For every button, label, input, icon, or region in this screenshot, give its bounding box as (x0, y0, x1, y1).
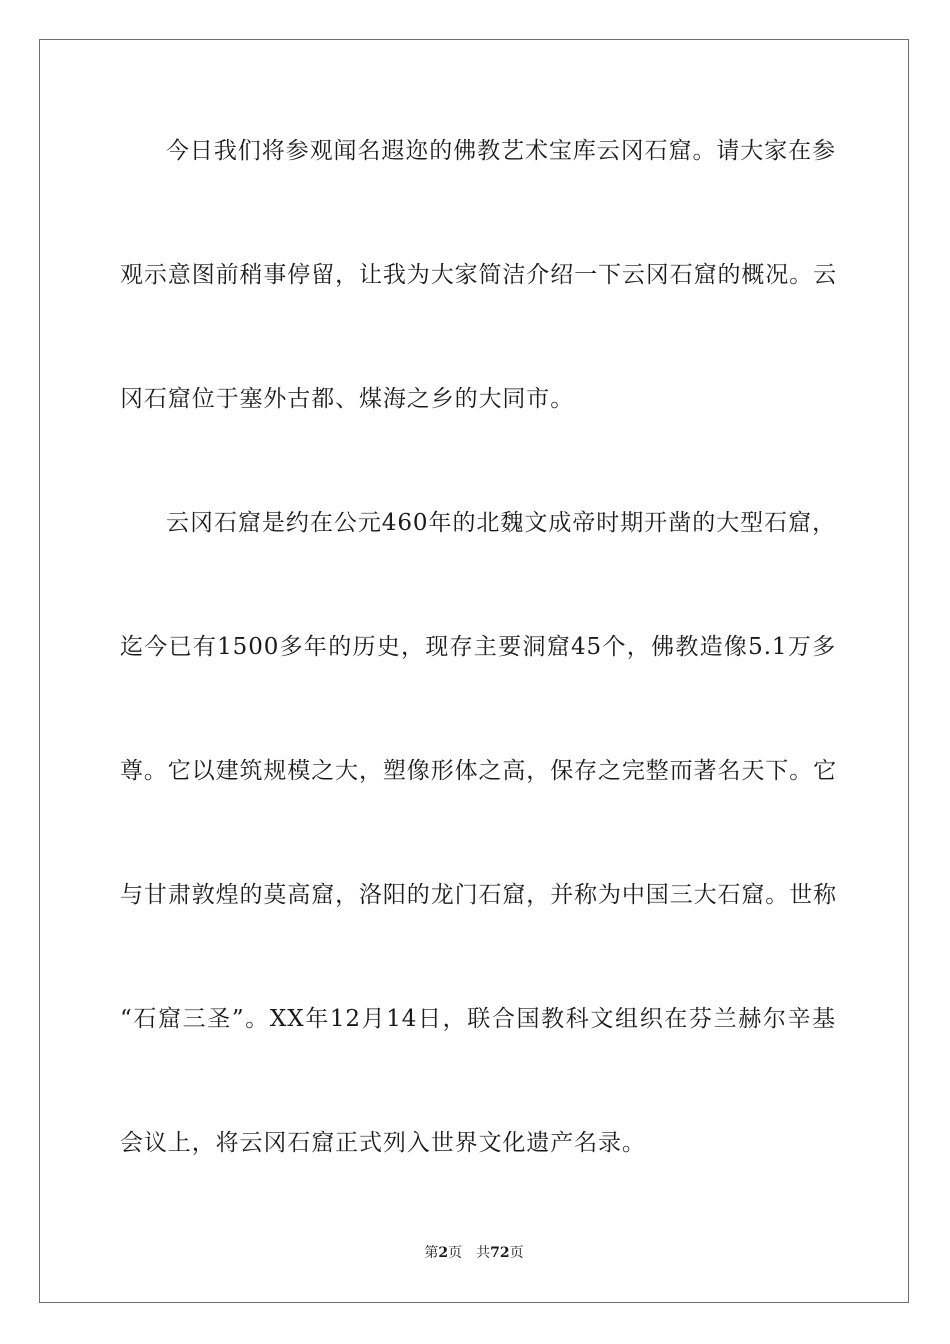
total-suffix: 页 (509, 1245, 524, 1261)
paragraph-2-line-3: 尊。它以建筑规模之大，塑像形体之高，保存之完整而著名天下。它 (120, 758, 837, 784)
paragraph-1-line-2: 观示意图前稍事停留，让我为大家简洁介绍一下云冈石窟的概况。云 (120, 262, 837, 288)
page-prefix: 第 (424, 1245, 439, 1261)
paragraph-1-line-3: 冈石窟位于塞外古都、煤海之乡的大同市。 (120, 386, 575, 412)
paragraph-2-line-4: 与甘肃敦煌的莫高窟，洛阳的龙门石窟，并称为中国三大石窟。世称 (120, 882, 837, 908)
total-pages: 72 (490, 1245, 510, 1261)
page-suffix: 页 (448, 1245, 463, 1261)
paragraph-2-line-5: “石窟三圣”。XX年12月14日，联合国教科文组织在芬兰赫尔辛基 (120, 1006, 836, 1032)
total-prefix: 共 (476, 1245, 491, 1261)
paragraph-2-line-1: 云冈石窟是约在公元460年的北魏文成帝时期开凿的大型石窟， (166, 510, 836, 536)
document-page (39, 39, 909, 1303)
page-footer (40, 1242, 908, 1262)
paragraph-2-line-2: 迄今已有1500多年的历史，现存主要洞窟45个，佛教造像5.1万多 (120, 634, 836, 660)
page-number: 2 (438, 1245, 449, 1261)
paragraph-2-line-6: 会议上，将云冈石窟正式列入世界文化遗产名录。 (120, 1130, 646, 1156)
paragraph-1-line-1: 今日我们将参观闻名遐迩的佛教艺术宝库云冈石窟。请大家在参 (166, 138, 836, 164)
